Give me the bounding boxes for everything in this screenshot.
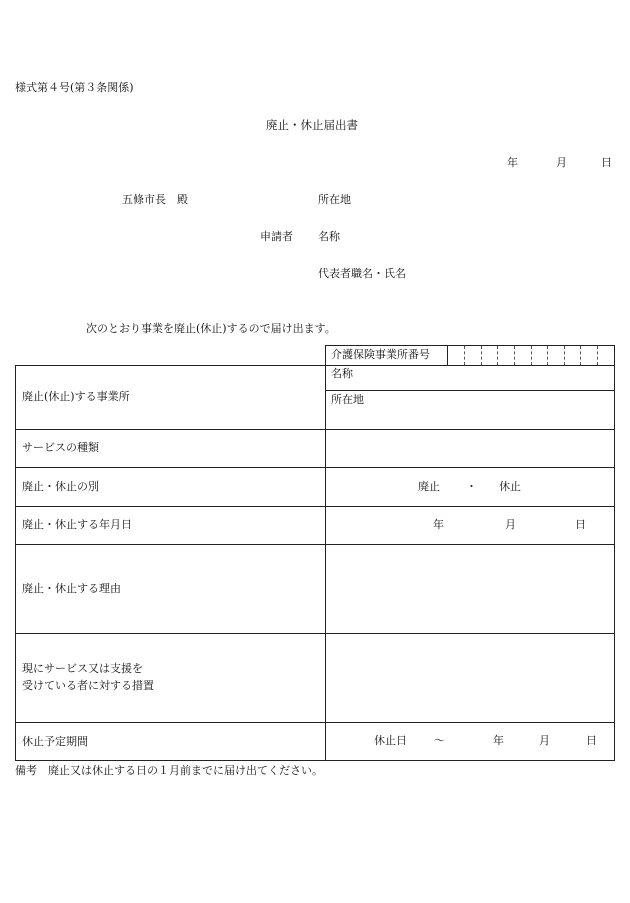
form-number: 様式第４号(第３条関係): [15, 81, 134, 94]
row-label-office: 廃止(休止)する事業所: [22, 390, 130, 403]
row-label-measures-line2: 受けている者に対する措置: [22, 679, 154, 692]
row-label-kind: 廃止・休止の別: [22, 480, 99, 493]
office-number-label: 介護保険事業所番号: [331, 348, 430, 361]
row-label-period: 休止予定期間: [22, 735, 88, 748]
kind-option-separator: ・: [466, 480, 477, 493]
date-field-month: 月: [505, 518, 516, 531]
office-location-label: 所在地: [331, 393, 364, 406]
period-month-label: 月: [539, 734, 550, 747]
row-label-measures-line1: 現にサービス又は支援を: [22, 662, 143, 675]
applicant-name-label: 名称: [318, 230, 340, 243]
row-label-date: 廃止・休止する年月日: [22, 518, 132, 531]
date-field-day: 日: [575, 518, 586, 531]
applicant-role-label: 申請者: [260, 230, 293, 243]
row-label-service-type: サービスの種類: [22, 441, 99, 454]
applicant-representative-label: 代表者職名・氏名: [318, 267, 406, 280]
period-day-label: 日: [586, 734, 597, 747]
kind-option-abolish: 廃止: [418, 480, 440, 493]
row-label-reason: 廃止・休止する理由: [22, 582, 121, 595]
date-field-year: 年: [433, 518, 444, 531]
kind-option-suspend: 休止: [499, 480, 521, 493]
page-title: 廃止・休止届出書: [266, 118, 358, 132]
period-start-label: 休止日: [374, 734, 407, 747]
footnote: 備考 廃止又は休止する日の１月前までに届け出てください。: [15, 764, 323, 777]
addressee: 五條市長 殿: [122, 193, 188, 206]
date-day-label: 日: [601, 156, 612, 169]
period-year-label: 年: [493, 734, 504, 747]
period-tilde: ～: [434, 734, 445, 747]
applicant-location-label: 所在地: [318, 193, 351, 206]
office-name-label: 名称: [331, 367, 353, 380]
date-month-label: 月: [556, 156, 567, 169]
statement: 次のとおり事業を廃止(休止)するので届け出ます。: [86, 322, 336, 335]
date-year-label: 年: [507, 156, 518, 169]
